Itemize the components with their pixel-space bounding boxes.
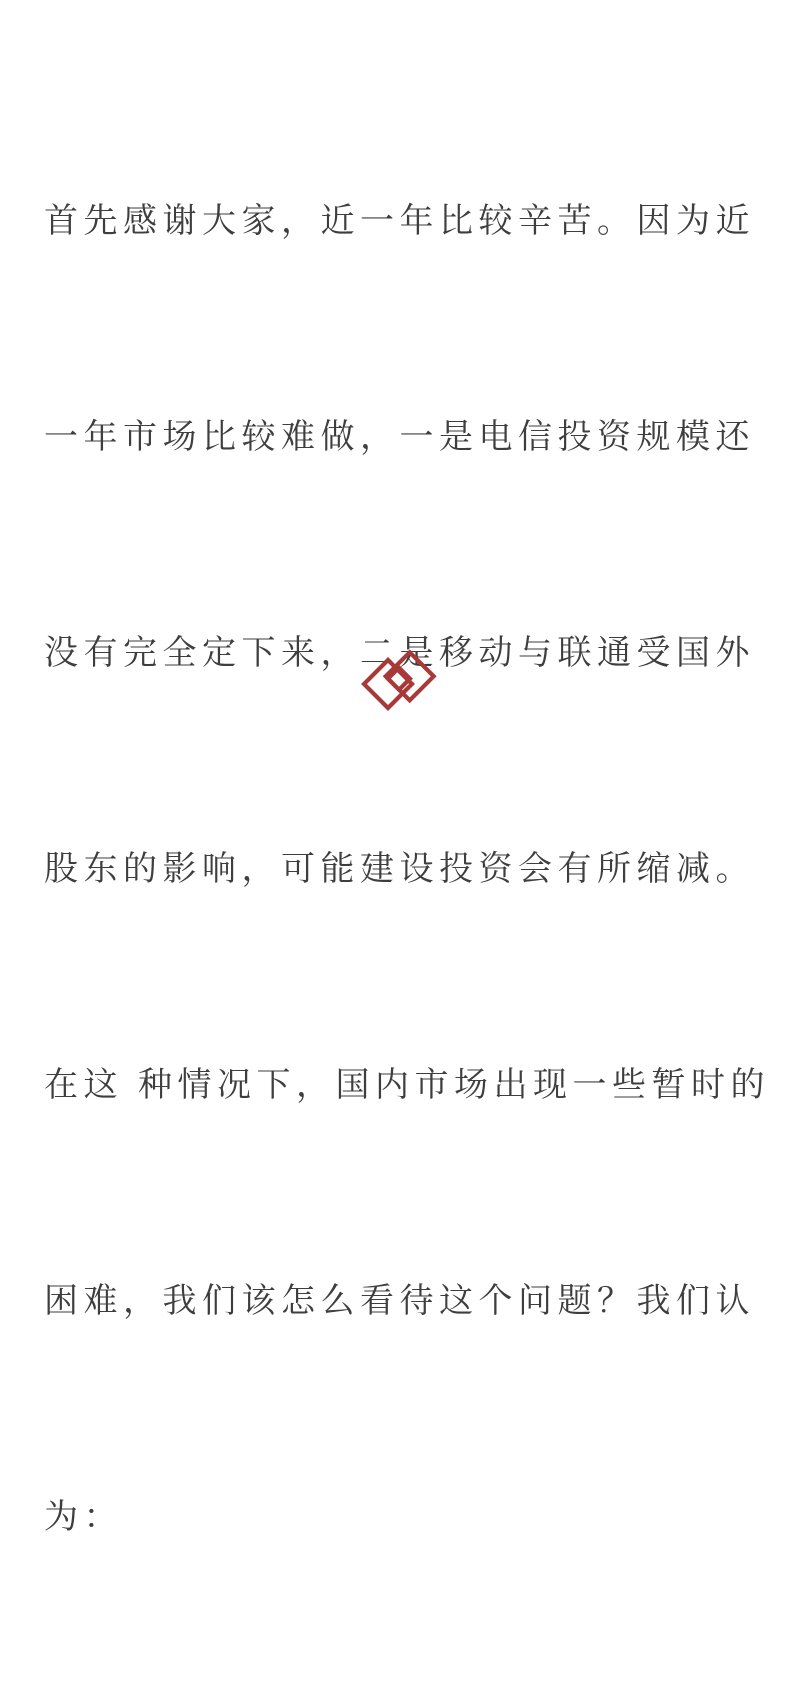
paragraph-line: 在这 种情况下，国内市场出现一些暂时的 (44, 1066, 770, 1104)
paragraph-line: 一年市场比较难做，一是电信投资规模还 (44, 418, 755, 456)
paragraph-line: 为： (44, 1498, 123, 1536)
paragraph-line: 股东的影响，可能建设投资会有所缩减。 (44, 850, 755, 888)
paragraph-line: 没有完全定下来，二是移动与联通受国外 (44, 634, 755, 672)
overlapping-diamonds-logo-icon (361, 649, 439, 713)
paragraph (44, 41, 770, 1697)
paragraph-line: 首先感谢大家，近一年比较辛苦。因为近 (44, 202, 755, 240)
paragraph-line: 困难，我们该怎么看待这个问题？我们认 (44, 1282, 755, 1320)
